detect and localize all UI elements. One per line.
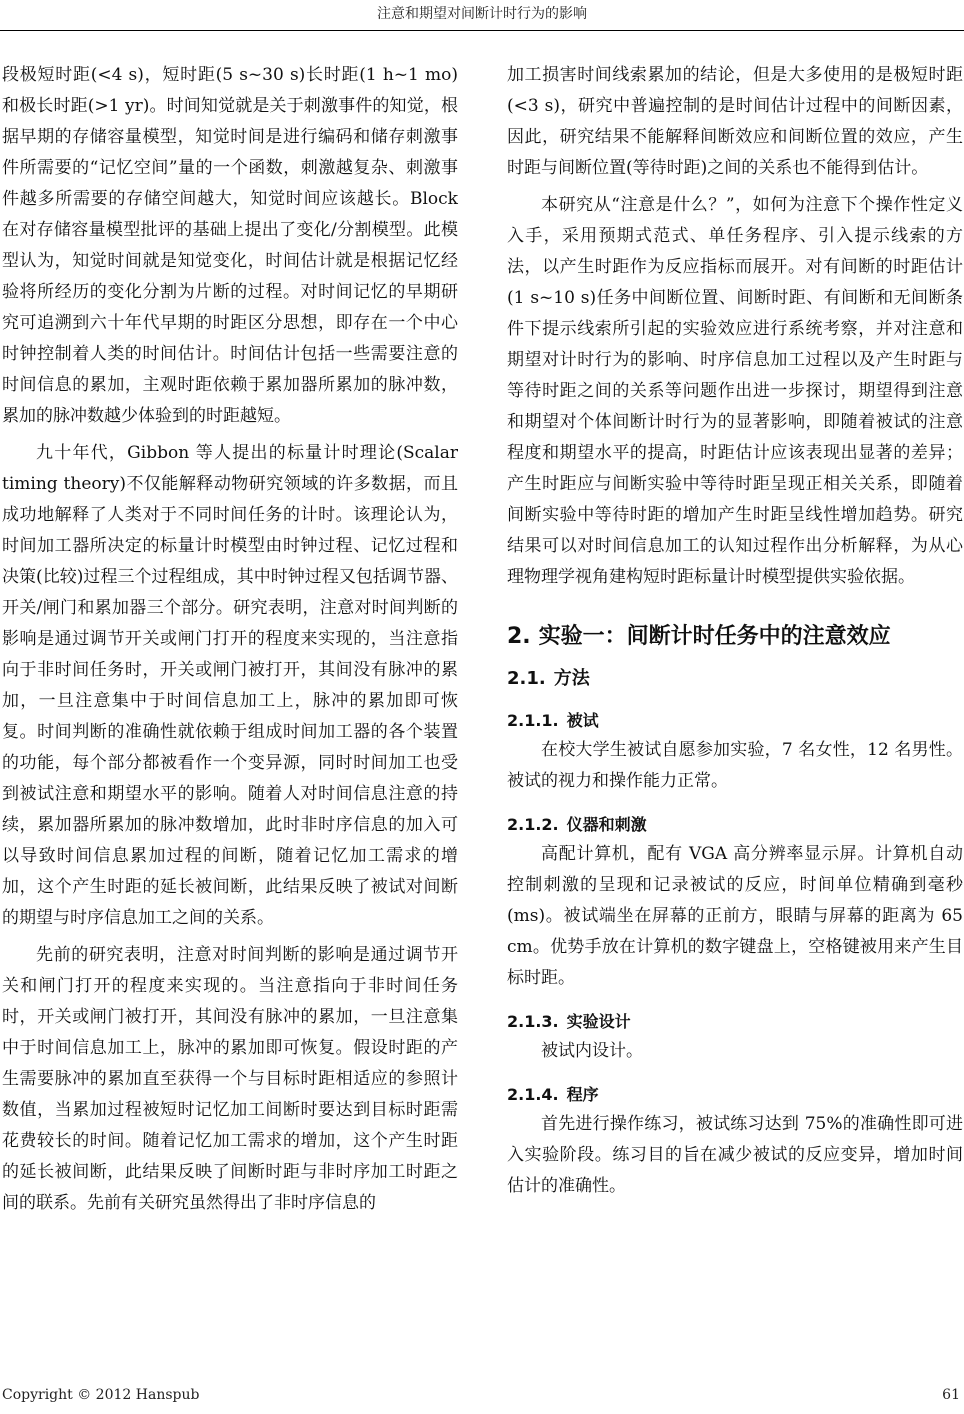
section-heading [507, 622, 963, 652]
header-divider [0, 30, 964, 31]
subsubsection-number: 2.1.1. [507, 711, 559, 730]
right-column [507, 60, 963, 1202]
body-paragraph: 先前的研究表明，注意对时间判断的影响是通过调节开关和闸门打开的程度来实现的。当注意指向于非时间任务时，开关或闸门被打开，其间没有脉冲的累加，一旦注意集中于时间信息加工上，脉冲的累加即可恢复。假设时距的产生需要脉冲的累加直至获得一个与目标时距相适应的参照计数值，当累加过程被短时记忆加工间断时要达到目标时距需花费较长的时间。随着记忆加工需求的增加，这个产生时距的延长被间断，此结果反映了间断时距与非时序加工时距之间的联系。先前有关研究虽然得出了非时序信息的 [2, 945, 458, 1213]
page-number: 61 [942, 1387, 960, 1403]
subsection-heading [507, 665, 963, 693]
copyright-notice: Copyright © 2012 Hanspub [2, 1387, 200, 1403]
subsubsection-heading [507, 1008, 963, 1036]
body-paragraph: 首先进行操作练习，被试练习达到 75%的准确性即可进入实验阶段。练习目的旨在减少被试的反应变异，增加时间估计的准确性。 [507, 1114, 963, 1196]
body-paragraph: 加工损害时间线索累加的结论，但是大多使用的是极短时距(<3 s)，研究中普遍控制的是时间估计过程中的间断因素，因此，研究结果不能解释间断效应和间断位置的效应，产生时距与间断位置(等待时距)之间的关系也不能得到估计。 [507, 65, 963, 178]
subsubsection-number: 2.1.4. [507, 1085, 559, 1104]
subsubsection-title: 实验设计 [566, 1012, 631, 1031]
body-paragraph: 高配计算机，配有 VGA 高分辨率显示屏。计算机自动控制刺激的呈现和记录被试的反应，时间单位精确到毫秒(ms)。被试端坐在屏幕的正前方，眼睛与屏幕的距离为 65 cm。优势手放在计算机的数字键盘上，空格键被用来产生目标时距。 [507, 844, 963, 988]
section-title: 实验一：间断计时任务中的注意效应 [538, 624, 891, 649]
body-paragraph: 在校大学生被试自愿参加实验，7 名女性，12 名男性。被试的视力和操作能力正常。 [507, 740, 963, 791]
subsubsection-heading [507, 707, 963, 735]
subsubsection-title: 仪器和刺激 [566, 815, 647, 834]
subsection-title: 方法 [553, 668, 590, 689]
body-paragraph: 本研究从“注意是什么？”，如何为注意下个操作性定义入手，采用预期式范式、单任务程序、引入提示线索的方法，以产生时距作为反应指标而展开。对有间断的时距估计(1 s~10 s)任务中间断位置、间断时距、有间断和无间断条件下提示线索所引起的实验效应进行系统考察，并对注意和期望对计时行为的影响、时序信息加工过程以及产生时距与等待时距之间的关系等问题作出进一步探讨，期望得到注意和期望对个体间断计时行为的显著影响，即随着被试的注意程度和期望水平的提高，时距估计应该表现出显著的差异；产生时距应与间断实验中等待时距呈现正相关关系，即随着间断实验中等待时距的增加产生时距呈线性增加趋势。研究结果可以对时间信息加工的认知过程作出分析解释，为从心理物理学视角建构短时距标量计时模型提供实验依据。 [507, 195, 963, 587]
subsubsection-title: 被试 [566, 711, 599, 730]
subsubsection-heading [507, 1081, 963, 1109]
subsubsection-heading [507, 811, 963, 839]
body-paragraph: 九十年代，Gibbon 等人提出的标量计时理论(Scalar timing theory)不仅能解释动物研究领域的许多数据，而且成功地解释了人类对于不同时间任务的计时。该理论认为，时间加工器所决定的标量计时模型由时钟过程、记忆过程和决策(比较)过程三个过程组成，其中时钟过程又包括调节器、开关/闸门和累加器三个部分。研究表明，注意对时间判断的影响是通过调节开关或闸门打开的程度来实现的，当注意指向于非时间任务时，开关或闸门被打开，其间没有脉冲的累加，一旦注意集中于时间信息加工上，脉冲的累加即可恢复。时间判断的准确性就依赖于组成时间加工器的各个装置的功能，每个部分都被看作一个变异源，同时时间加工也受到被试注意和期望水平的影响。随着人对时间信息注意的持续，累加器所累加的脉冲数增加，此时非时序信息的加入可以导致时间信息累加过程的间断，随着记忆加工需求的增加，这个产生时距的延长被间断，此结果反映了被试对间断的期望与时序信息加工之间的关系。 [2, 443, 458, 928]
subsubsection-title: 程序 [566, 1085, 599, 1104]
subsection-number: 2.1. [507, 668, 546, 689]
body-paragraph: 段极短时距(<4 s)，短时距(5 s~30 s)长时距(1 h~1 mo)和极长时距(>1 yr)。时间知觉就是关于刺激事件的知觉，根据早期的存储容量模型，知觉时间是进行编码和储存刺激事件所需要的“记忆空间”量的一个函数，刺激越复杂、刺激事件越多所需要的存储空间越大，知觉时间应该越长。Block 在对存储容量模型批评的基础上提出了变化/分割模型。此模型认为，知觉时间就是知觉变化，时间估计就是根据记忆经验将所经历的变化分割为片断的过程。对时间记忆的早期研究可追溯到六十年代早期的时距区分思想，即存在一个中心时钟控制着人类的时间估计。时间估计包括一些需要注意的时间信息的累加，主观时距依赖于累加器所累加的脉冲数，累加的脉冲数越少体验到的时距越短。 [2, 65, 458, 426]
running-header: 注意和期望对间断计时行为的影响 [377, 6, 587, 22]
subsubsection-number: 2.1.3. [507, 1012, 559, 1031]
body-paragraph: 被试内设计。 [541, 1041, 643, 1061]
left-column [2, 60, 458, 1219]
section-number: 2. [507, 624, 531, 649]
subsubsection-number: 2.1.2. [507, 815, 559, 834]
